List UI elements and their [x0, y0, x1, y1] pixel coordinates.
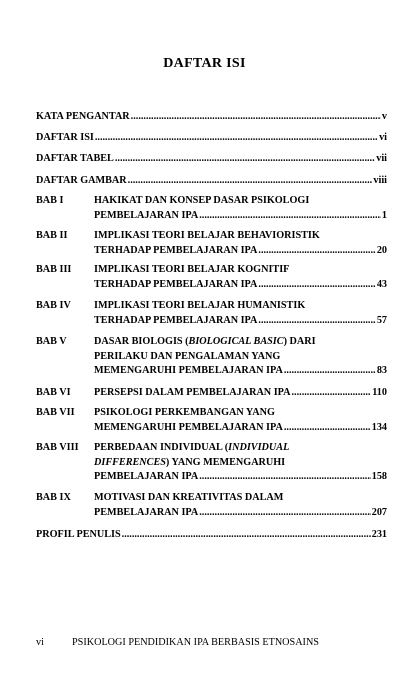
chapter-title-line: TERHADAP PEMBELAJARAN IPA [94, 244, 258, 256]
toc-label: DAFTAR GAMBAR [36, 175, 127, 186]
toc-entry-daftar-isi[interactable] [36, 131, 387, 146]
dot-leader [122, 528, 371, 543]
toc-page: 43 [376, 278, 387, 290]
chapter-number: BAB IX [36, 492, 71, 503]
toc-entry-bab-i[interactable] [36, 194, 387, 223]
chapter-number: BAB II [36, 230, 68, 241]
toc-entry-kata-pengantar[interactable] [36, 110, 387, 125]
dot-leader [115, 152, 375, 167]
chapter-title-line: DASAR BIOLOGIS (BIOLOGICAL BASIC) DARI [94, 336, 316, 347]
chapter-title-line: TERHADAP PEMBELAJARAN IPA [94, 278, 258, 290]
toc-entry-bab-iv[interactable] [36, 299, 387, 328]
footer-page-number: vi [36, 637, 44, 648]
chapter-title-line: MOTIVASI DAN KREATIVITAS DALAM [94, 492, 284, 503]
toc-page: 57 [376, 314, 387, 326]
chapter-title-line: PERILAKU DAN PENGALAMAN YANG [94, 350, 281, 362]
chapter-title-line: IMPLIKASI TEORI BELAJAR BEHAVIORISTIK [94, 230, 320, 241]
chapter-number: BAB IV [36, 300, 71, 311]
chapter-title-line: PERSEPSI DALAM PEMBELAJARAN IPA [94, 387, 291, 398]
toc-label: DAFTAR ISI [36, 132, 94, 143]
toc-page: 134 [371, 421, 387, 433]
toc-page: vi [379, 132, 387, 143]
toc-entry-bab-ix[interactable] [36, 491, 387, 520]
toc-page: viii [373, 175, 387, 186]
toc-page: 20 [376, 244, 387, 256]
chapter-title-line: PEMBELAJARAN IPA [94, 209, 199, 221]
toc-entry-bab-ii[interactable] [36, 229, 387, 258]
chapter-title-line: DIFFERENCES) YANG MEMENGARUHI [94, 456, 286, 468]
chapter-number: BAB III [36, 264, 72, 275]
chapter-title-line: TERHADAP PEMBELAJARAN IPA [94, 314, 258, 326]
toc-entry-profil-penulis[interactable] [36, 528, 387, 543]
chapter-number: BAB VI [36, 387, 71, 398]
italic-term: DIFFERENCES [94, 456, 166, 468]
dot-leader [199, 506, 370, 521]
toc-page: 231 [371, 529, 387, 540]
chapter-title-line: PERBEDAAN INDIVIDUAL (INDIVIDUAL [94, 442, 290, 453]
chapter-number: BAB I [36, 195, 64, 206]
dot-leader [95, 131, 378, 146]
toc-entry-bab-iii[interactable] [36, 263, 387, 292]
dot-leader [284, 421, 371, 436]
chapter-title-line: PEMBELAJARAN IPA [94, 471, 199, 482]
chapter-title-line: PSIKOLOGI PERKEMBANGAN YANG [94, 407, 275, 418]
dot-leader [258, 244, 375, 259]
toc-page: 83 [376, 365, 387, 376]
chapter-title-line: PEMBELAJARAN IPA [94, 506, 199, 518]
dot-leader [284, 364, 376, 379]
toc-entry-bab-vi[interactable] [36, 386, 387, 401]
toc-page: 110 [372, 387, 387, 398]
toc-label: DAFTAR TABEL [36, 153, 114, 164]
dot-leader [292, 386, 372, 401]
toc-entry-daftar-gambar[interactable] [36, 174, 387, 189]
italic-term: INDIVIDUAL [228, 442, 290, 453]
chapter-title-line: HAKIKAT DAN KONSEP DASAR PSIKOLOGI [94, 195, 310, 206]
dot-leader [199, 470, 370, 485]
chapter-number: BAB V [36, 336, 67, 347]
chapter-title-line: IMPLIKASI TEORI BELAJAR HUMANISTIK [94, 300, 306, 311]
chapter-number: BAB VIII [36, 442, 79, 453]
dot-leader [258, 278, 375, 293]
toc-entry-bab-v[interactable] [36, 335, 387, 379]
chapter-title-line: IMPLIKASI TEORI BELAJAR KOGNITIF [94, 264, 290, 275]
toc-page: 158 [371, 471, 387, 482]
toc-page: v [381, 111, 387, 122]
toc-page: vii [376, 153, 387, 164]
footer-running-title: PSIKOLOGI PENDIDIKAN IPA BERBASIS ETNOSAINS [72, 637, 319, 648]
italic-term: BIOLOGICAL BASIC [188, 336, 284, 347]
toc-page: 207 [371, 506, 387, 518]
toc-entry-daftar-tabel[interactable] [36, 152, 387, 167]
toc-page: 1 [381, 209, 387, 221]
toc-label: KATA PENGANTAR [36, 111, 130, 122]
dot-leader [258, 314, 375, 329]
toc-label: PROFIL PENULIS [36, 529, 121, 540]
page-title: DAFTAR ISI [163, 56, 246, 71]
dot-leader [128, 174, 373, 189]
chapter-number: BAB VII [36, 407, 75, 418]
toc-entry-bab-vii[interactable] [36, 406, 387, 435]
dot-leader [131, 110, 381, 125]
page-footer [36, 637, 319, 648]
chapter-title-line: MEMENGARUHI PEMBELAJARAN IPA [94, 365, 283, 376]
chapter-title-line: MEMENGARUHI PEMBELAJARAN IPA [94, 421, 283, 433]
dot-leader [199, 209, 381, 224]
toc-entry-bab-viii[interactable] [36, 441, 387, 485]
